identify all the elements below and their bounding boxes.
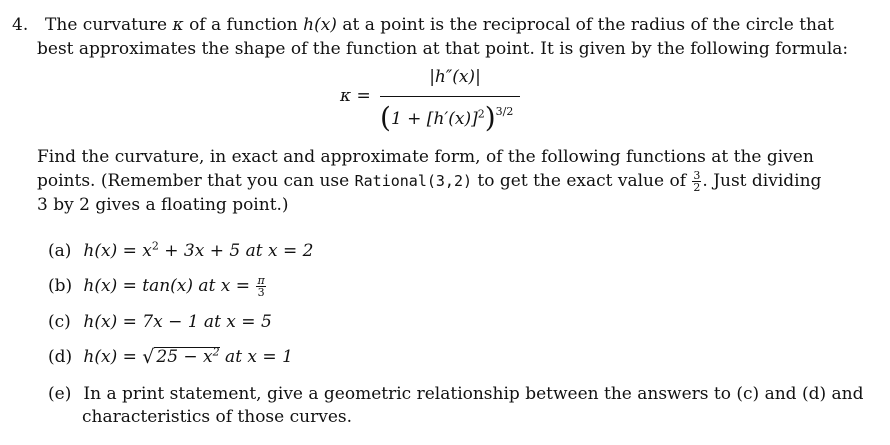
part-d-radicand — [154, 347, 219, 366]
part-e-text-1: In a print statement, give a geometric relationship between the answers to (c) and (d) and — [83, 384, 864, 404]
part-e-line-1 — [48, 383, 863, 405]
part-label: (c) — [48, 312, 71, 332]
part-a-func: h(x) = x — [83, 241, 152, 261]
part-d-func-pre: h(x) = — [83, 347, 143, 367]
part-label: (b) — [48, 276, 73, 296]
formula-denominator — [380, 101, 514, 134]
fraction-numerator: π — [257, 274, 265, 287]
fraction-three-halves — [692, 170, 701, 193]
right-paren: ) — [484, 101, 496, 134]
problem-number: 4. — [12, 15, 29, 35]
instructions-text-a: points. (Remember that you can use — [37, 171, 355, 191]
formula-outer-exponent: 3/2 — [495, 105, 514, 118]
instructions-line-3: 3 by 2 gives a floating point.) — [37, 195, 289, 215]
radicand-text: 25 − x — [156, 347, 213, 367]
formula-inner-exponent: 2 — [477, 107, 485, 121]
part-b-func: h(x) = tan(x) at x = — [83, 276, 256, 296]
part-label: (a) — [48, 241, 72, 261]
intro-text-c: at a point is the reciprocal of the radius of the circle that — [336, 15, 834, 35]
formula-numerator: |h″(x)| — [429, 67, 481, 87]
fraction-pi-over-three — [256, 275, 265, 298]
formula-denominator-inner: 1 + [h′(x)] — [390, 109, 478, 129]
part-e-line-2: characteristics of those curves. — [82, 407, 353, 427]
square-root-symbol: √ — [142, 346, 155, 368]
instructions-text-c: . Just dividing — [702, 171, 822, 191]
part-d — [48, 345, 293, 368]
function-notation: h(x) — [303, 15, 337, 35]
instructions-line-2 — [37, 170, 821, 193]
radicand-exponent: 2 — [212, 345, 220, 359]
part-a-exponent: 2 — [151, 239, 159, 253]
problem-intro-line-1 — [12, 14, 834, 36]
part-d-func-post: at x = 1 — [219, 347, 293, 367]
instructions-text-b: to get the exact value of — [472, 171, 692, 191]
part-a-rest: + 3x + 5 at x = 2 — [158, 241, 314, 261]
part-c — [48, 311, 272, 333]
kappa-symbol: κ — [172, 15, 184, 35]
fraction-denominator: 3 — [257, 286, 265, 299]
fraction-numerator: 3 — [693, 169, 701, 182]
instructions-line-1: Find the curvature, in exact and approximate form, of the following functions at the given — [37, 147, 814, 167]
part-label: (d) — [48, 347, 73, 367]
formula-lhs: κ = — [340, 86, 371, 106]
intro-text-a: The curvature — [45, 15, 173, 35]
problem-intro-line-2: best approximates the shape of the function at that point. It is given by the following formula: — [37, 39, 849, 59]
part-label: (e) — [48, 384, 72, 404]
part-b — [48, 275, 267, 298]
part-c-func: h(x) = 7x − 1 at x = 5 — [83, 312, 272, 332]
formula-fraction-bar — [380, 96, 520, 97]
fraction-denominator: 2 — [693, 181, 701, 194]
left-paren: ( — [380, 101, 391, 134]
part-a — [48, 240, 313, 262]
intro-text-b: of a function — [183, 15, 304, 35]
code-rational: Rational(3,2) — [354, 172, 473, 190]
